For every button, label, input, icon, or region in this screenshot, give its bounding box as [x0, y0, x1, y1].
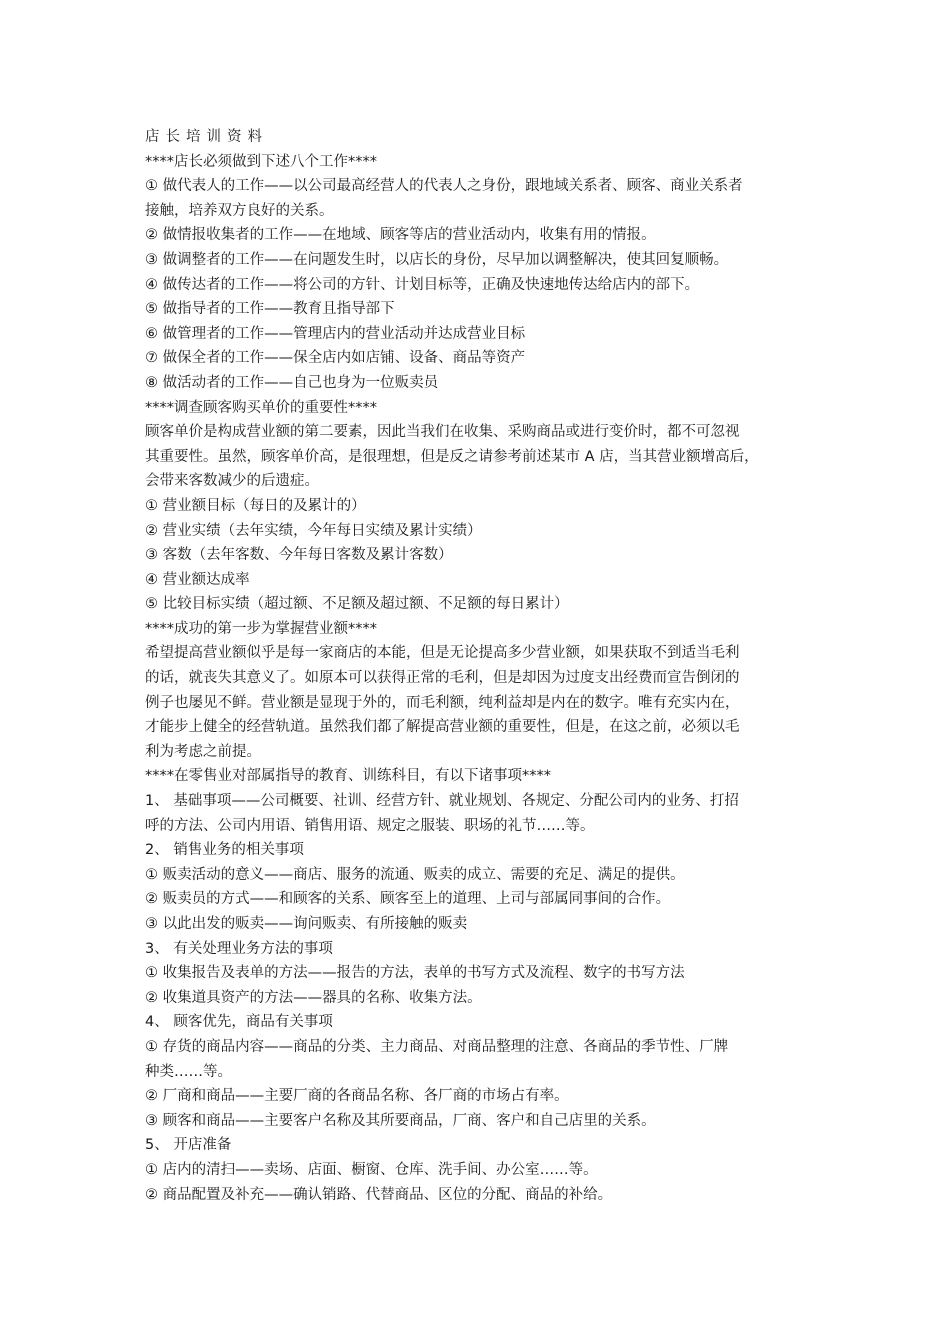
text-line: 呼的方法、公司内用语、销售用语、规定之服装、职场的礼节……等。 [145, 817, 595, 834]
text-line: 3、 有关处理业务方法的事项 [145, 940, 333, 957]
text-line: ⑦ 做保全者的工作——保全店内如店铺、设备、商品等资产 [145, 350, 526, 367]
text-line: ② 商品配置及补充——确认销路、代替商品、区位的分配、商品的补给。 [145, 1186, 613, 1203]
text-line: ④ 做传达者的工作——将公司的方针、计划目标等，正确及快速地传达给店内的部下。 [145, 276, 700, 293]
text-line: 其重要性。虽然，顾客单价高，是很理想，但是反之请参考前述某市 A 店，当其营业额增高后， [145, 448, 759, 465]
text-line: 的话，就丧失其意义了。如原本可以获得正常的毛利，但是却因为过度支出经费而宣告倒闭的 [145, 670, 740, 687]
text-line: ③ 以此出发的贩卖——询问贩卖、有所接触的贩卖 [145, 916, 468, 932]
text-line: ② 营业实绩（去年实绩，今年每日实绩及累计实绩） [145, 522, 482, 539]
text-line: ① 存货的商品内容——商品的分类、主力商品、对商品整理的注意、各商品的季节性、厂牌 [145, 1038, 729, 1055]
heading-sales-volume: ****成功的第一步为掌握营业额**** [145, 620, 377, 637]
text-line: 例子也屡见不鲜。营业额是显现于外的，而毛利额，纯利益却是内在的数字。唯有充实内在， [145, 694, 740, 711]
document-page [145, 125, 817, 1207]
text-line: ① 收集报告及表单的方法——报告的方法，表单的书写方式及流程、数字的书写方法 [145, 965, 685, 982]
text-line: ② 做情报收集者的工作——在地域、顾客等店的营业活动内，收集有用的情报。 [145, 227, 656, 244]
text-line: 会带来客数减少的后遗症。 [145, 473, 319, 490]
text-line: ① 做代表人的工作——以公司最高经营人的代表人之身份，跟地域关系者、顾客、商业关系者 [145, 178, 743, 195]
text-line: ③ 客数（去年客数、今年每日客数及累计客数） [145, 547, 453, 564]
text-line: ⑤ 做指导者的工作——教育且指导部下 [145, 301, 395, 318]
text-line: ② 贩卖员的方式——和顾客的关系、顾客至上的道理、上司与部属同事间的合作。 [145, 891, 671, 908]
text-line: 5、 开店准备 [145, 1137, 232, 1154]
text-line: 接触，培养双方良好的关系。 [145, 202, 334, 219]
text-line: ③ 做调整者的工作——在问题发生时，以店长的身份，尽早加以调整解决，使其回复顺畅。 [145, 251, 729, 268]
document-body [145, 150, 817, 1208]
text-line: ① 店内的清扫——卖场、店面、橱窗、仓库、洗手间、办公室……等。 [145, 1161, 598, 1178]
text-line: ④ 营业额达成率 [145, 571, 250, 588]
text-line: 顾客单价是构成营业额的第二要素，因此当我们在收集、采购商品或进行变价时，都不可忽视 [145, 424, 740, 441]
text-line: 种类……等。 [145, 1063, 232, 1080]
text-line: 利为考虑之前提。 [145, 743, 261, 760]
text-line: 4、 顾客优先，商品有关事项 [145, 1014, 333, 1031]
text-line: 2、 销售业务的相关事项 [145, 842, 304, 859]
text-line: ③ 顾客和商品——主要客户名称及其所要商品，厂商、客户和自己店里的关系。 [145, 1112, 656, 1129]
text-line: ① 贩卖活动的意义——商店、服务的流通、贩卖的成立、需要的充足、满足的提供。 [145, 866, 685, 883]
text-line: ⑥ 做管理者的工作——管理店内的营业活动并达成营业目标 [145, 325, 526, 342]
text-line: ② 收集道具资产的方法——器具的名称、收集方法。 [145, 989, 482, 1006]
heading-training-subjects: ****在零售业对部属指导的教育、训练科目，有以下诸事项**** [145, 768, 551, 785]
heading-unit-price: ****调查顾客购买单价的重要性**** [145, 399, 377, 416]
text-line: ① 营业额目标（每日的及累计的） [145, 497, 366, 514]
text-line: 希望提高营业额似乎是每一家商店的本能，但是无论提高多少营业额，如果获取不到适当毛利 [145, 645, 740, 662]
document-title: 店长培训资料 [145, 129, 268, 145]
text-line: 才能步上健全的经营轨道。虽然我们都了解提高营业额的重要性，但是，在这之前，必须以毛 [145, 719, 740, 736]
heading-eight-duties: ****店长必须做到下述八个工作**** [145, 153, 377, 170]
text-line: 1、 基础事项——公司概要、社训、经营方针、就业规划、各规定、分配公司内的业务、打招 [145, 793, 739, 810]
text-line: ② 厂商和商品——主要厂商的各商品名称、各厂商的市场占有率。 [145, 1088, 569, 1105]
text-line: ⑧ 做活动者的工作——自己也身为一位贩卖员 [145, 374, 439, 391]
text-line: ⑤ 比较目标实绩（超过额、不足额及超过额、不足额的每日累计） [145, 596, 569, 613]
